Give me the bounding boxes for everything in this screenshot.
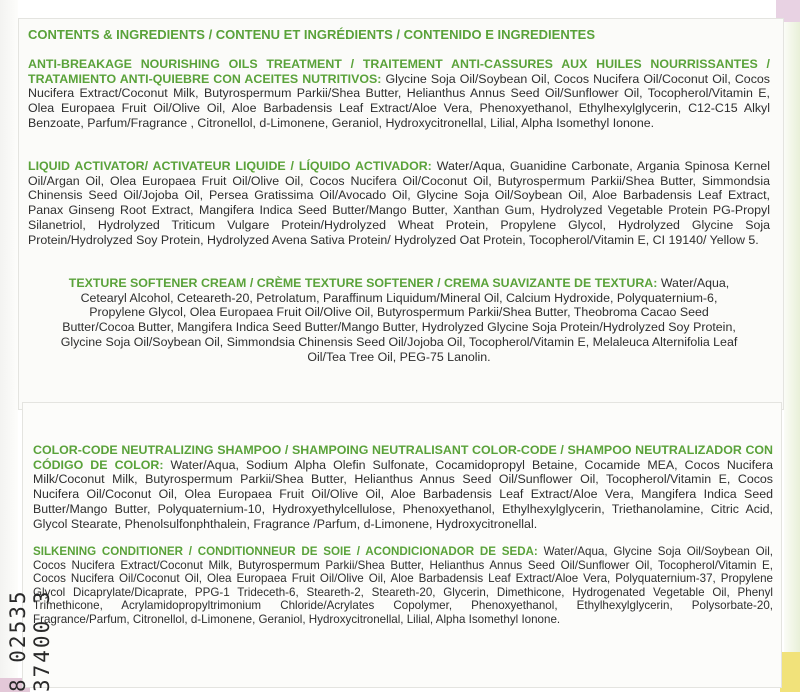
ingredients-section-texture-softener [56, 276, 742, 364]
section-title: COLOR-CODE NEUTRALIZING SHAMPOO / SHAMPOING NEUTRALISANT COLOR-CODE / SHAMPOO NEUTRALIZADOR CON CÓDIGO DE COLOR: [33, 443, 773, 472]
section-text: Water/Aqua, Sodium Alpha Olefin Sulfonate, Cocamidopropyl Betaine, Cocamide MEA, Cocos Nucifera Milk/Coconut Milk, Butyrospermum Parkii/Shea Butter, Helianthus Annus Seed Oil/Sunflower Oil, Tocopherol/Vitamin E, Cocos Nucifera Oil/Coconut Oil, Olea Europaea Fruit Oil/Olive Oil, Aloe Barbadensis Leaf Extract/Aloe Vera, Mangifera Indica Seed Butter/Mango Butter, Polyquaternium-10, Hydroxyethylcellulose, Phenoxyethanol, Ethylhexylglycerin, Triethanolamine, Citric Acid, Glycol Stearate, Phenolsulfonphthalein, Fragrance /Parfum, d-Limonene, Hydroxycitronellal. [33, 457, 773, 531]
section-title: SILKENING CONDITIONER / CONDITIONNEUR DE SOIE / ACONDICIONADOR DE SEDA: [33, 545, 538, 558]
section-text: Glycine Soja Oil/Soybean Oil, Cocos Nucifera Oil/Coconut Oil, Cocos Nucifera Extract/Coconut Milk, Butyrospermum Parkii/Shea Butter, Helianthus Annus Seed Oil/Sunflower Oil, Tocopherol/Vitamin E, Olea Europaea Fruit Oil/Olive Oil, Aloe Barbadensis Leaf Extract/Aloe Vera, Phenoxyethanol, Ethylhexylglycerin, C12-C15 Alkyl Benzoate, Parfum/Fragrance , Citronellol, d-Limonene, Geraniol, Hydroxycitronellal, Lilial, Alpha Isomethyl Ionone. [28, 71, 770, 130]
section-text: Water/Aqua, Guanidine Carbonate, Argania Spinosa Kernel Oil/Argan Oil, Olea Europaea Fruit Oil/Olive Oil, Cocos Nucifera Oil/Coconut Oil, Butyrospermum Parkii/Shea Butter, Simmondsia Chinensis Seed Oil/Jojoba Oil, Persea Gratissima Oil/Avocado Oil, Glycine Soja Oil/Soybean Oil, Aloe Barbadensis Leaf Extract, Panax Ginseng Root Extract, Mangifera Indica Seed Butter/Mango Butter, Xanthan Gum, Hydrolyzed Vegetable Protein PG-Propyl Silanetriol, Hydrolyzed Triticum Vulgare Protein/Hydrolyzed Wheat Protein, Propylene Glycol, Hydrolyzed Glycine Soja Protein/Hydrolyzed Soy Protein, Hydrolyzed Avena Sativa Protein/ Hydrolyzed Oat Protein, Tocopherol/Vitamin E, CI 19140/ Yellow 5. [28, 159, 770, 247]
ingredients-section-silkening-conditioner [33, 545, 773, 626]
ingredients-section-neutralizing-shampoo [33, 443, 773, 531]
contents-heading: CONTENTS & INGREDIENTS / CONTENU ET INGRÉDIENTS / CONTENIDO E INGREDIENTES [28, 27, 595, 42]
barcode-number: 8 02535 37400 3 [6, 589, 54, 692]
section-title: TEXTURE SOFTENER CREAM / CRÈME TEXTURE SOFTENER / CREMA SUAVIZANTE DE TEXTURA: [68, 276, 658, 290]
section-text: Water/Aqua, Glycine Soja Oil/Soybean Oil, Cocos Nucifera Extract/Coconut Milk, Butyrospermum Parkii/Shea Butter, Helianthus Annus Seed Oil/Sunflower Oil, Tocopherol/Vitamin E, Cocos Nucifera Oil/Coconut Oil, Olea Europaea Fruit Oil/Olive Oil, Aloe Barbadensis Leaf Extract/Aloe Vera, Polyquaternium-37, Propylene Glycol Dicaprylate/Dicaprate, PPG-1 Trideceth-6, Steareth-2, Steareth-20, Glycerin, Dimethicone, Hydrogenated Vegetable Oil, Phenyl Trimethicone, Acrylamidopropyltrimonium Chloride/Acrylates Copolymer, Phenoxyethanol, Ethylhexylglycerin, Polysorbate-20, Fragrance/Parfum, Citronellol, d-Limonene, Geraniol, Hydroxycitronellal, Lilial, Alpha Isomethyl Ionone. [33, 545, 773, 626]
section-text: Water/Aqua, Cetearyl Alcohol, Ceteareth-20, Petrolatum, Paraffinum Liquidum/Mineral Oil, Calcium Hydroxide, Polyquaternium-6, Propylene Glycol, Olea Europaea Fruit Oil/Olive Oil, Butyrospermum Parkii/Shea Butter, Theobroma Cacao Seed Butter/Cocoa Butter, Mangifera Indica Seed Butter/Mango Butter, Hydrolyzed Glycine Soja Protein/Hydrolyzed Soy Protein, Glycine Soja Oil/Soybean Oil, Simmondsia Chinensis Seed Oil/Jojoba Oil, Tocopherol/Vitamin E, Melaleuca Alternifolia Leaf Oil/Tea Tree Oil, PEG-75 Lanolin. [60, 276, 738, 364]
ingredients-section-oils-treatment [28, 57, 770, 131]
package-edge-right [784, 0, 800, 692]
section-title: ANTI-BREAKAGE NOURISHING OILS TREATMENT / TRAITEMENT ANTI-CASSURES AUX HUILES NOURRISSANTES / TRATAMIENTO ANTI-QUIEBRE CON ACEITES NUTRITIVOS: [28, 57, 770, 86]
package-corner-bottom-right [780, 652, 800, 692]
section-title: LIQUID ACTIVATOR/ ACTIVATEUR LIQUIDE / LÍQUIDO ACTIVADOR: [28, 159, 432, 173]
ingredients-section-liquid-activator [28, 159, 770, 247]
